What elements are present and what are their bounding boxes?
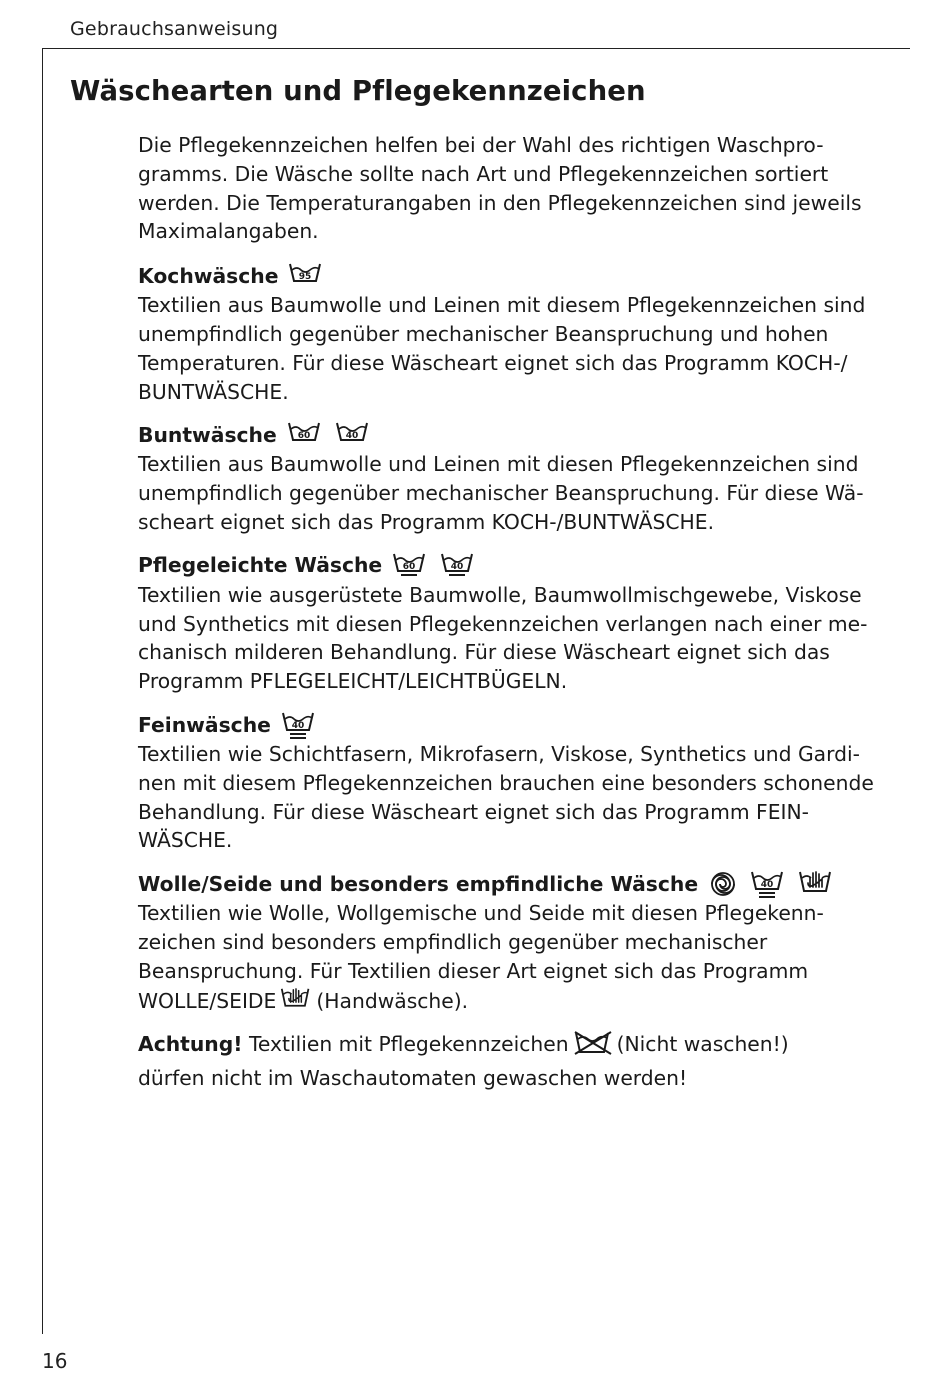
hand-wash-icon [280,986,312,1021]
intro-line: gramms. Die Wäsche sollte nach Art und Pflegekennzeichen sortiert [138,161,829,186]
section-heading: Kochwäsche 95 [138,261,888,291]
section-feinwaesche [138,710,888,855]
wash-tub-underline-icon [440,551,476,581]
section-body: Textilien aus Baumwolle und Leinen mit diesen Pflegekennzeichen sind unempfindlich gegenüber mechanischer Beanspruchung. Für diese Wä- scheart eignet sich das Programm KOCH-/BUNTWÄSCHE. [138,452,864,534]
main-content [138,131,888,1093]
wash-tub-double-underline-icon [281,710,317,740]
svg-text:40: 40 [760,880,774,891]
svg-text:95: 95 [299,272,312,283]
wash-tub-icon [288,261,324,291]
section-pflegeleicht [138,551,888,696]
intro-line: werden. Die Temperaturangaben in den Pflegekennzeichen sind jeweils [138,190,862,215]
section-buntwaesche [138,420,888,536]
do-not-wash-icon [573,1030,613,1064]
warning-note: Achtung! Textilien mit Pflegekennzeichen (Nicht waschen!) dürfen nicht im Waschautomaten gewaschen werden! [138,1032,789,1091]
wash-tub-icon [335,420,371,450]
intro-paragraph [138,131,888,246]
section-heading: Wolle/Seide und besonders empfindliche Wäsche 40 [138,869,888,899]
section-kochwaesche [138,261,888,406]
section-wolle-seide [138,869,888,1020]
section-body: Textilien aus Baumwolle und Leinen mit diesem Pflegekennzeichen sind unempfindlich gegenüber mechanischer Beanspruchung und hohen Temperaturen. Für diese Wäscheart eignet sich das Programm KOCH-/ BUNTWÄSCHE. [138,293,866,404]
page-title: Wäschearten und Pflegekennzeichen [70,75,646,107]
svg-text:40: 40 [345,431,359,442]
section-body: Textilien wie Schichtfasern, Mikrofasern, Viskose, Synthetics und Gardi- nen mit diesem Pflegekennzeichen brauchen eine besonders schonende Behandlung. Für diese Wäscheart eignet sich das Programm FEIN- WÄSCHE. [138,741,874,853]
svg-text:60: 60 [297,431,311,442]
section-heading: Feinwäsche 40 [138,710,888,740]
wash-tub-underline-icon [392,551,428,581]
section-heading: Pflegeleichte Wäsche 60 40 [138,551,888,581]
section-body: Textilien wie ausgerüstete Baumwolle, Baumwollmischgewebe, Viskose und Synthetics mit diesen Pflegekennzeichen verlangen nach einer me- chanisch milderen Behandlung. Für diese Wäscheart eignet sich das Programm PFLEGELEICHT/LEICHTBÜGELN. [138,582,868,694]
section-body: Textilien wie Wolle, Wollgemische und Seide mit diesen Pflegekenn- zeichen sind besonders empfindlich gegenüber mechanischer Beanspruchung. Für Textilien dieser Art eignet sich das Programm WOLLE/SEIDE (Handwäsche). [138,899,888,1020]
wash-tub-icon [287,420,323,450]
intro-line: Die Pflegekennzeichen helfen bei der Wahl des richtigen Waschpro- [138,133,824,157]
svg-text:60: 60 [402,561,416,572]
svg-text:40: 40 [450,561,464,572]
header-rule [42,48,910,49]
section-heading: Buntwäsche 60 40 [138,420,888,450]
intro-line: Maximalangaben. [138,219,319,244]
margin-rule [42,48,43,1334]
svg-text:40: 40 [291,720,305,731]
page-number: 16 [42,1349,68,1373]
warning-label: Achtung! [138,1032,243,1057]
hand-wash-icon [798,869,834,899]
running-header: Gebrauchsanweisung [70,18,279,40]
wash-tub-double-underline-icon [750,869,786,899]
wool-mark-icon [708,869,738,899]
